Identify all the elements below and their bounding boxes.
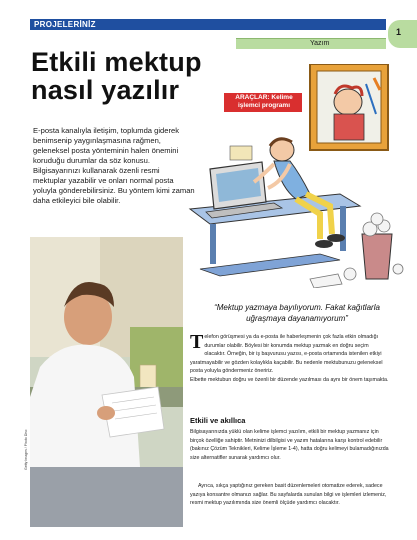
- page-number-tab: [388, 20, 417, 48]
- body-paragraph-3: Ayrıca, sıkça yaptığınız gereken basit düzenlemeleri otomatize ederek, sadece yazıya konsantre olmanızı sağlar. Bu sayfalarda sunulan bilgi ve işlemleri izlemeniz, resmi mektup yazılımında size önemli ölçüde yardımcı olacaktır.: [190, 483, 387, 507]
- topic-label: Yazım: [310, 40, 330, 47]
- waste-bin-icon: [362, 213, 392, 279]
- body-paragraph-1-text: elefon görüşmesi ya da e-posta ile haberleşmenin çok fazla etkin olmadığı durumlar olabilir. Böylesi bir konumda mektup yazmak en doğru seçim olacaktır. Örneğin, bir iş başvurusu yazısı, e-posta ortamında istenilen etkiyi yaratmayabilir ve gözden kolaylıkla kaçabilir. Bu nedenle mektubunuzu geleneksel posta yoluyla göndermeniz öneririz.: [190, 334, 383, 375]
- tools-tag-text: ARAÇLAR: Kelime işlemci programı: [235, 94, 293, 109]
- sub-heading: Etkili ve akıllıca: [190, 416, 246, 425]
- photo-credit: Getty Images / Photo Disc: [24, 429, 28, 470]
- person-icon: [254, 139, 345, 248]
- page-number: 1: [396, 27, 402, 37]
- title-line-2: nasıl yazılır: [31, 75, 180, 105]
- body-paragraph-1b: Elbette mektubun doğru ve özenli bir düzende yazılması da aynı bir önem taşımakta.: [190, 376, 389, 383]
- body-paragraph-2: Bilgisayarınızda yüklü olan kelime işlemci yazılım, etkili bir mektup yazmanız için birçok özelliğe sahiptir. Metninizi dilbilgisi ve yazım hatalarına karşı kontrol edebilir (bakınız Çözüm Teknikleri, Kelime İşleme 1-4), hatta doğru kelimeyi bulamadığınızda size alternatifler sunarak yardımcı olur.: [190, 429, 389, 461]
- section-label: PROJELERİNİZ: [34, 20, 96, 29]
- drop-cap: T: [190, 331, 204, 353]
- photo-man-reading-letter: [30, 237, 183, 527]
- pull-quote: “Mektup yazmaya bayılıyorum. Fakat kağıtlarla uğraşmaya dayanamıyorum”: [214, 303, 380, 323]
- body-paragraph-1: [190, 333, 390, 385]
- title-line-1: Etkili mektup: [31, 47, 202, 77]
- framed-portrait-icon: [310, 64, 388, 150]
- cartoon-illustration: [170, 64, 406, 288]
- computer-icon: [206, 146, 282, 218]
- intro-paragraph: E-posta kanalıyla iletişim, toplumda giderek benimsenip yaygınlaşmasına rağmen, geleneksel posta yönteminin halen önemini koruduğu durumlar da söz konusu. Bilgisayarınızı kullanarak özenli resmi mektuplar yazabilir ve onları normal posta yoluyla gönderebilirsiniz. Bu yöntem kimi zaman daha etkileyici bile olabilir.: [33, 126, 195, 205]
